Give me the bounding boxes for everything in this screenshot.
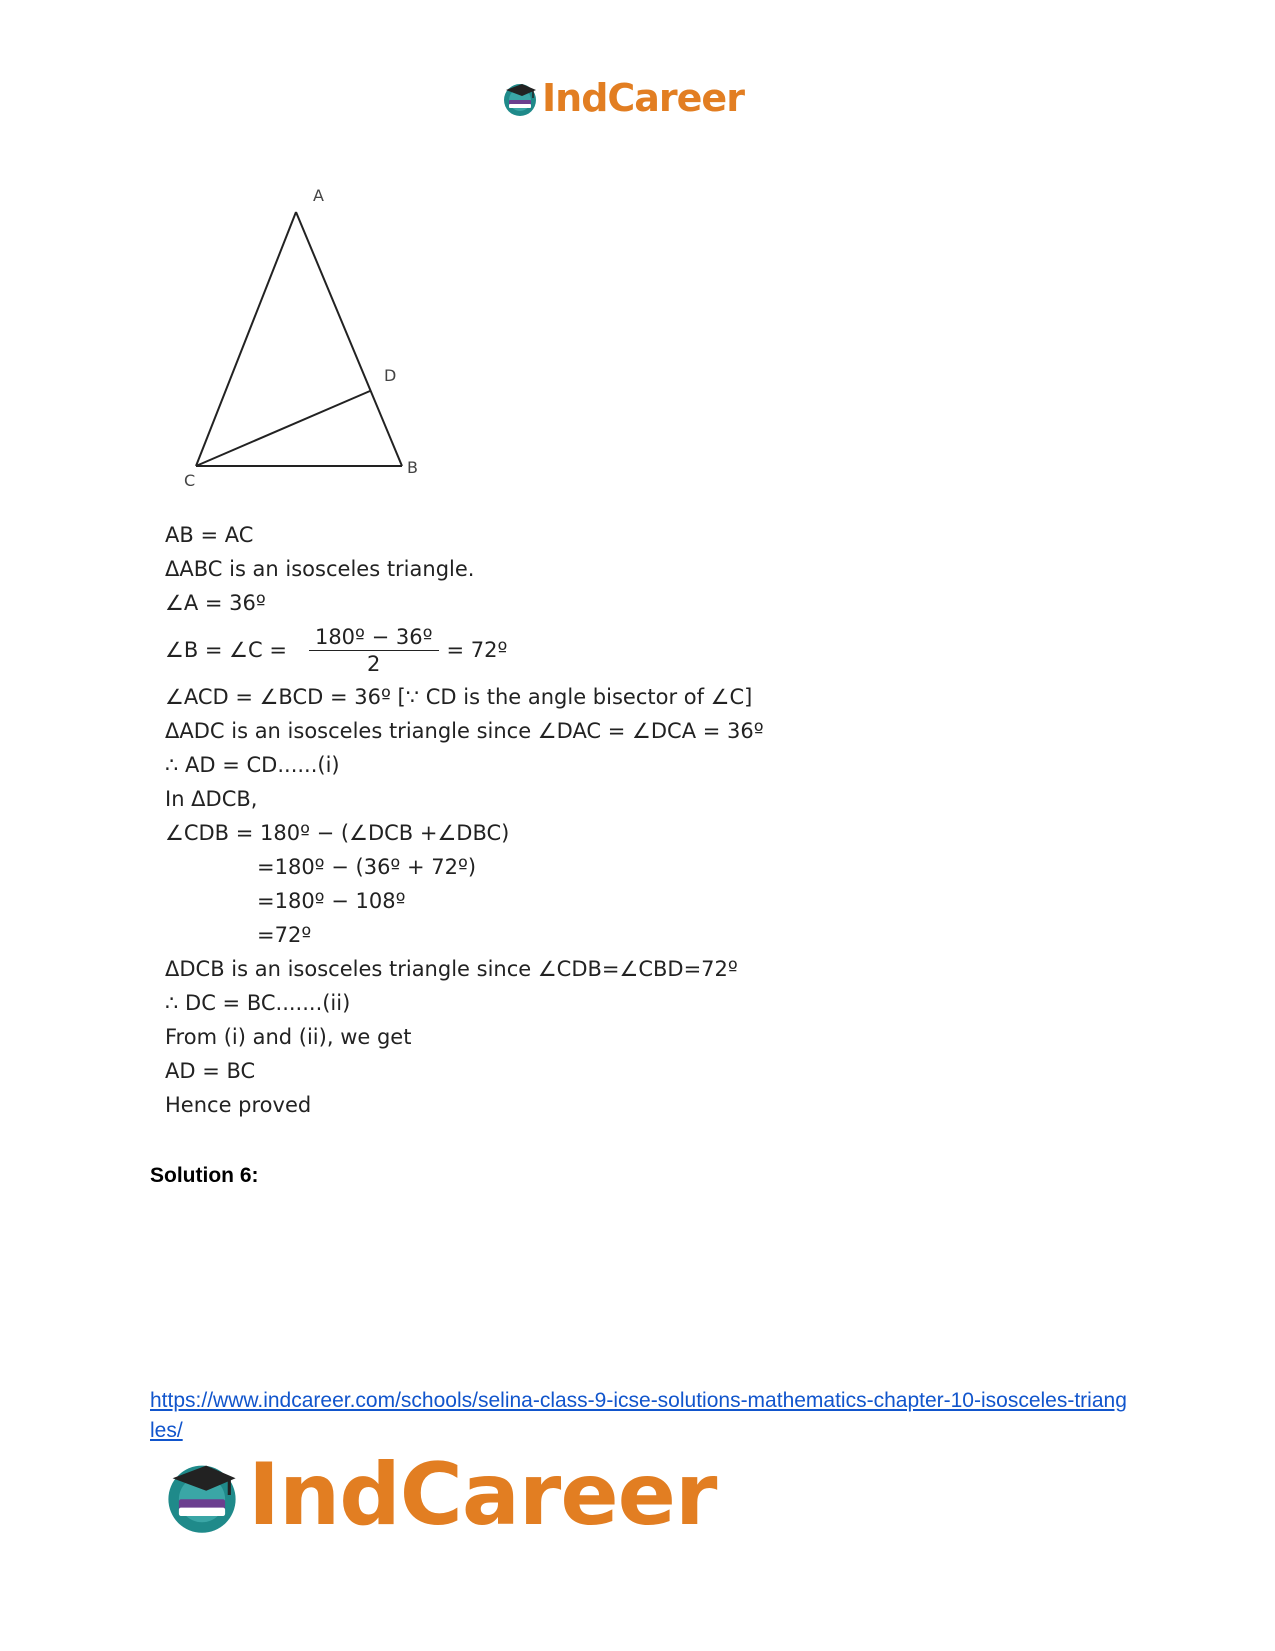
proof-line: ∠ACD = ∠BCD = 36º [∵ CD is the angle bisector of ∠C] — [165, 685, 753, 709]
proof-line: =180º − 108º — [257, 889, 406, 913]
vertex-label-d: D — [384, 366, 397, 385]
source-link[interactable]: https://www.indcareer.com/schools/selina-class-9-icse-solutions-mathematics-chapter-10-isosceles-triangles/ — [150, 1389, 1127, 1442]
fraction — [309, 624, 439, 677]
proof-fraction-line — [165, 620, 764, 680]
proof-line: AB = AC — [165, 523, 254, 547]
footer-logo — [160, 1445, 717, 1545]
solution-heading: Solution 6: — [150, 1164, 259, 1187]
footer-brand-text: IndCareer — [248, 1445, 717, 1545]
graduation-globe-icon — [500, 78, 540, 118]
proof-line: =72º — [257, 923, 312, 947]
side-ac — [196, 212, 296, 466]
proof-line: ∠A = 36º — [165, 591, 266, 615]
proof-line: In ΔDCB, — [165, 787, 258, 811]
proof-fraction-left: ∠B = ∠C = — [165, 638, 287, 662]
vertex-label-c: C — [184, 471, 196, 490]
proof-line: ΔABC is an isosceles triangle. — [165, 557, 475, 581]
proof-line: AD = BC — [165, 1059, 256, 1083]
proof-line: Hence proved — [165, 1093, 312, 1117]
proof-fraction-right: = 72º — [446, 638, 508, 662]
proof-line: From (i) and (ii), we get — [165, 1025, 412, 1049]
header-brand-text: IndCareer — [542, 76, 744, 120]
vertex-label-b: B — [407, 458, 418, 477]
proof-line: ΔADC is an isosceles triangle since ∠DAC = ∠DCA = 36º — [165, 719, 764, 743]
fraction-numerator: 180º − 36º — [309, 624, 439, 651]
proof-line: =180º − (36º + 72º) — [257, 855, 477, 879]
proof-line: ∠CDB = 180º − (∠DCB +∠DBC) — [165, 821, 510, 845]
proof-line: ∴ AD = CD......(i) — [165, 753, 340, 777]
proof-block — [165, 518, 764, 1122]
graduation-globe-icon — [160, 1453, 244, 1537]
triangle-figure — [160, 180, 430, 490]
header-logo — [500, 78, 744, 118]
proof-line: ΔDCB is an isosceles triangle since ∠CDB=∠CBD=72º — [165, 957, 738, 981]
fraction-denominator: 2 — [367, 651, 381, 676]
vertex-label-a: A — [313, 186, 324, 205]
proof-line: ∴ DC = BC.......(ii) — [165, 991, 351, 1015]
side-ab — [296, 212, 402, 466]
